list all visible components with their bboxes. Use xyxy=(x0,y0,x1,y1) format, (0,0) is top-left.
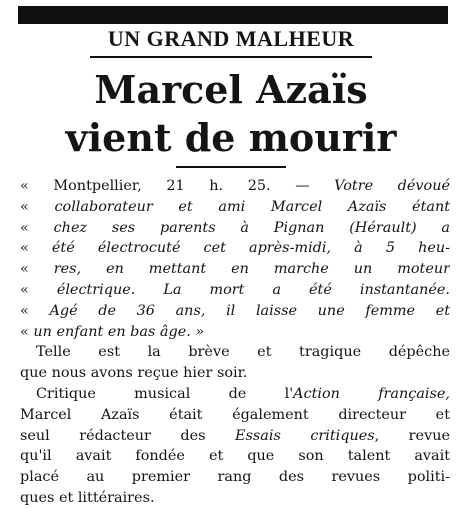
paragraph-line: placé au premier rang des revues politi- xyxy=(20,469,450,486)
paragraph-line: seul rédacteur des Essais critiques, revue xyxy=(20,427,450,444)
headline-line-2: vient de mourir xyxy=(65,115,397,160)
article-body xyxy=(20,176,450,509)
paragraph-line: que nous avons reçue hier soir. xyxy=(20,365,248,382)
section-kicker: UN GRAND MALHEUR xyxy=(107,26,355,51)
paragraph-line: Telle est la brève et tragique dépêche xyxy=(36,344,450,361)
paragraph-line: Critique musical de l'Action française, xyxy=(36,385,450,402)
quote-line: « été électrocuté cet après-midi, à 5 heu- xyxy=(20,240,450,257)
quote-line: « chez ses parents à Pignan (Hérault) a xyxy=(20,219,450,236)
quote-line: « res, en mettant en marche un moteur xyxy=(20,261,450,278)
quote-line: « Agé de 36 ans, il laisse une femme et xyxy=(20,302,450,319)
quote-line: « collaborateur et ami Marcel Azaïs étant xyxy=(20,198,450,215)
headline-line-1: Marcel Azaïs xyxy=(94,67,368,112)
header-bar xyxy=(18,6,448,24)
quote-line: « électrique. La mort a été instantanée. xyxy=(20,281,450,298)
paragraph-line: ques et littéraires. xyxy=(20,489,155,506)
kicker-rule xyxy=(90,56,372,58)
paragraph-line: qu'il avait fondée et que son talent avait xyxy=(20,448,450,465)
quote-line: « Montpellier, 21 h. 25. — Votre dévoué xyxy=(20,178,450,194)
headline-rule xyxy=(176,166,286,168)
headline xyxy=(0,66,462,162)
paragraph-line: Marcel Azaïs était également directeur et xyxy=(20,406,450,423)
quote-line: « un enfant en bas âge. » xyxy=(20,323,205,340)
